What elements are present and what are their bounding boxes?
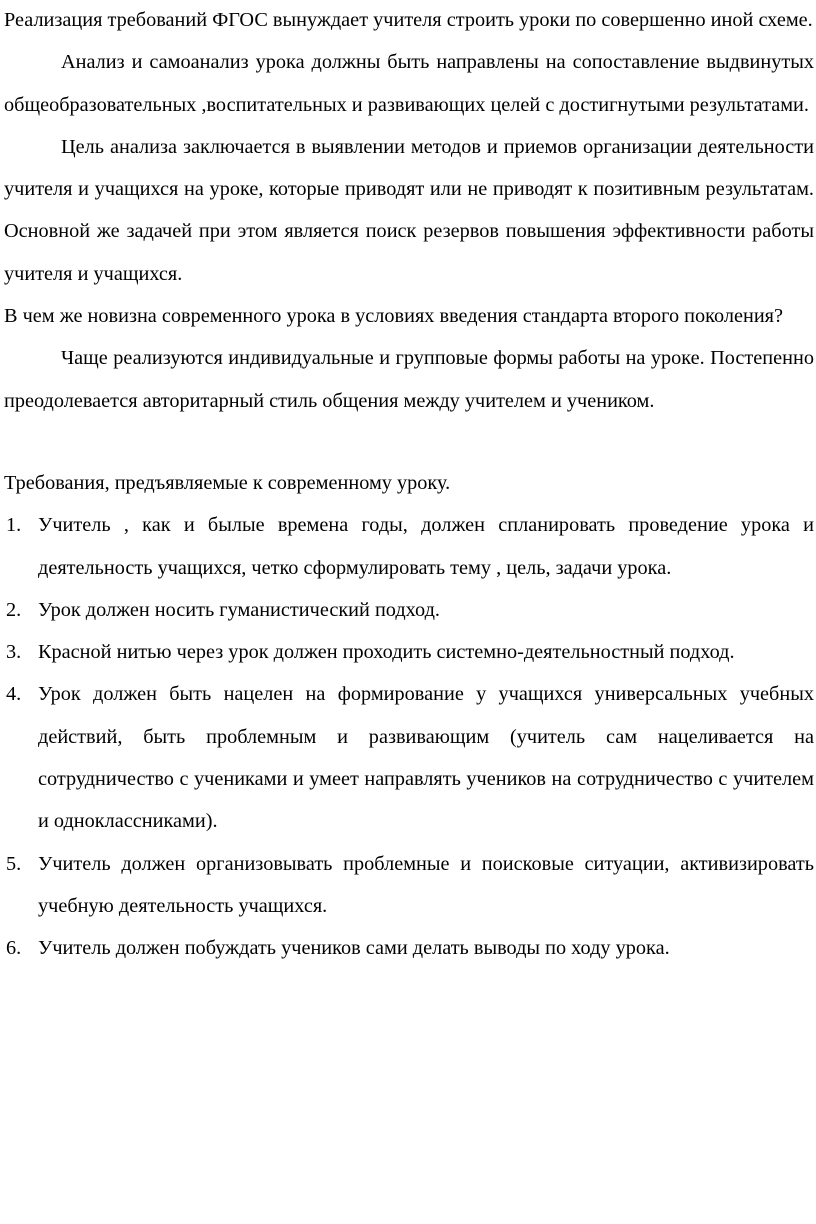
list-item-text: Учитель , как и былые времена годы, должен спланировать проведение урока и деятельность учащихся, четко сформулировать тему , цель, задачи урока.: [38, 514, 814, 579]
list-item-number: 3.: [6, 641, 22, 664]
list-heading: Требования, предъявляемые к современному уроку.: [4, 471, 451, 494]
list-item-text: Урок должен носить гуманистический подход.: [38, 598, 440, 621]
list-item: [4, 631, 814, 673]
paragraph-novelty-question: В чем же новизна современного урока в условиях введения стандарта второго поколения?: [4, 305, 784, 328]
blank-line: [4, 422, 814, 462]
list-item-number: 2.: [6, 598, 22, 621]
list-item-text: Учитель должен побуждать учеников сами делать выводы по ходу урока.: [38, 937, 670, 960]
list-item: [4, 843, 814, 928]
paragraph-work-forms: Чаще реализуются индивидуальные и групповые формы работы на уроке. Постепенно преодолевается авторитарный стиль общения между учителем и учеником.: [4, 347, 814, 412]
list-item-number: 1.: [6, 514, 22, 537]
list-item-number: 5.: [6, 852, 22, 875]
paragraph-analysis-goal: Цель анализа заключается в выявлении методов и приемов организации деятельности учителя и учащихся на уроке, которые приводят или не приводят к позитивным результатам. Основной же задачей при этом является поиск резервов повышения эффективности работы учителя и учащихся.: [4, 135, 814, 285]
list-item: [4, 504, 814, 589]
list-item: [4, 927, 814, 969]
list-item: [4, 589, 814, 631]
list-item-number: 6.: [6, 937, 22, 960]
list-item-text: Красной нитью через урок должен проходить системно-деятельностный подход.: [38, 641, 735, 664]
list-item-text: Учитель должен организовывать проблемные и поисковые ситуации, активизировать учебную деятельность учащихся.: [38, 852, 814, 917]
paragraph-lesson-analysis: Анализ и самоанализ урока должны быть направлены на сопоставление выдвинутых общеобразовательных ,воспитательных и развивающих целей с достигнутыми результатами.: [4, 51, 814, 116]
requirements-list: [4, 504, 814, 969]
paragraph-fgos-intro: Реализация требований ФГОС вынуждает учителя строить уроки по совершенно иной схеме.: [4, 9, 813, 31]
list-item-number: 4.: [6, 683, 22, 706]
list-item-text: Урок должен быть нацелен на формирование у учащихся универсальных учебных действий, быть проблемным и развивающим (учитель сам нацеливается на сотрудничество с учениками и умеет направлять учеников на сотрудничество с учителем и одноклассниками).: [38, 683, 814, 833]
list-item: [4, 673, 814, 842]
